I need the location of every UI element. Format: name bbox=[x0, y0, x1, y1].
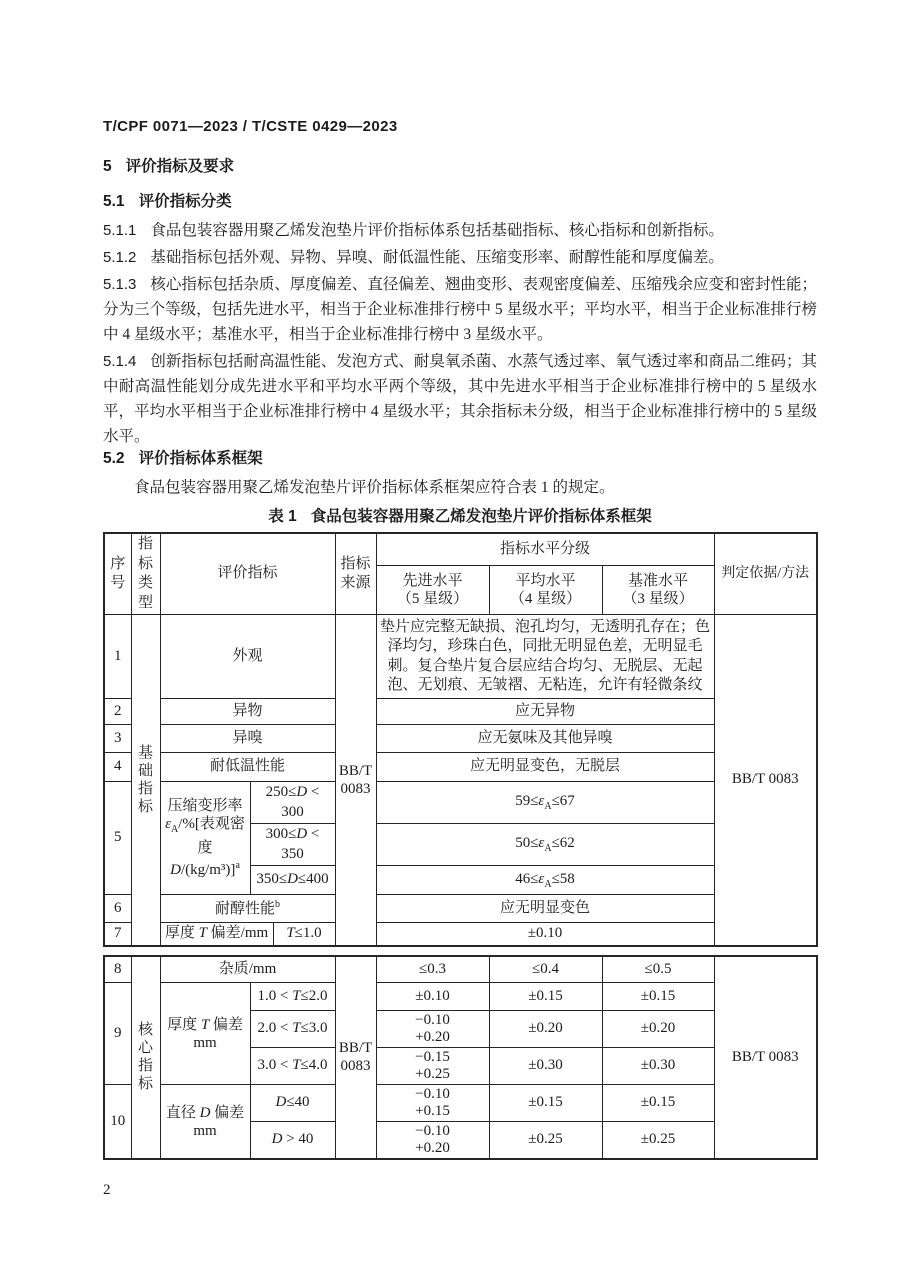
source-line: BB/T bbox=[338, 1040, 373, 1057]
clause-number: 5.1.2 bbox=[103, 249, 137, 266]
indicator-cell-diameter bbox=[160, 1085, 250, 1160]
value-average: ±0.30 bbox=[489, 1048, 602, 1085]
value-advanced: ±0.10 bbox=[376, 983, 489, 1011]
source-cell-basic bbox=[335, 615, 376, 946]
level-name: 平均水平 bbox=[515, 573, 576, 590]
seq-cell: 2 bbox=[104, 699, 131, 725]
indicator-cell: 异嗅 bbox=[160, 725, 335, 753]
epsilon-symbol: ε bbox=[538, 835, 545, 851]
variable: T bbox=[286, 925, 295, 941]
condition-cell bbox=[250, 1048, 335, 1085]
seq-cell: 5 bbox=[104, 782, 131, 895]
indicator-text: 厚度 bbox=[167, 1016, 201, 1033]
indicator-cell: 杂质/mm bbox=[160, 956, 335, 983]
condition-cell bbox=[250, 1085, 335, 1122]
page-number: 2 bbox=[103, 1182, 111, 1198]
type-line: 核心 bbox=[137, 1022, 153, 1057]
variable: D bbox=[296, 784, 308, 800]
indicator-cell: 异物 bbox=[160, 699, 335, 725]
condition-cell bbox=[250, 1011, 335, 1048]
subscript: A bbox=[544, 801, 552, 812]
table-1-title bbox=[103, 506, 817, 527]
seq-cell: 10 bbox=[104, 1085, 131, 1160]
footnote-mark: b bbox=[275, 898, 280, 910]
condition-text: 2.0 < bbox=[257, 1020, 293, 1037]
indicator-unit: mm bbox=[193, 1122, 217, 1139]
epsilon-symbol: ε bbox=[165, 816, 171, 832]
condition-text: ≤3.0 bbox=[300, 1020, 328, 1037]
section-title: 评价指标体系框架 bbox=[138, 450, 263, 467]
subscript: A bbox=[544, 843, 552, 854]
source-line: BB/T bbox=[338, 762, 373, 779]
condition-cell bbox=[250, 824, 335, 866]
requirement-cell: 应无氨味及其他异嗅 bbox=[376, 725, 714, 753]
value-line: +0.15 bbox=[415, 1103, 450, 1119]
clause-text: 基础指标包括外观、异物、异嗅、耐低温性能、压缩变形率、耐醇性能和厚度偏差。 bbox=[150, 249, 724, 266]
value-baseline: ≤0.5 bbox=[602, 956, 714, 983]
indicator-cell bbox=[160, 895, 335, 923]
value-advanced bbox=[376, 1011, 489, 1048]
clause-5-1-1 bbox=[103, 218, 817, 243]
indicator-text: 偏差/mm bbox=[206, 925, 269, 941]
seq-cell: 1 bbox=[104, 615, 131, 699]
value-advanced bbox=[376, 1085, 489, 1122]
header-source: 指标来源 bbox=[335, 533, 376, 615]
clause-text: 食品包装容器用聚乙烯发泡垫片评价指标体系包括基础指标、核心指标和创新指标。 bbox=[150, 222, 724, 239]
clause-text: 食品包装容器用聚乙烯发泡垫片评价指标体系框架应符合表 1 的规定。 bbox=[134, 479, 615, 496]
value-advanced bbox=[376, 1048, 489, 1085]
condition-cell bbox=[250, 983, 335, 1011]
seq-cell: 7 bbox=[104, 923, 131, 946]
level-name: 基准水平 bbox=[627, 573, 688, 590]
condition-text: ≤4.0 bbox=[300, 1057, 328, 1074]
condition-text: 250≤ bbox=[265, 784, 297, 800]
clause-number: 5.1.4 bbox=[103, 353, 137, 370]
value-average: ±0.20 bbox=[489, 1011, 602, 1048]
header-level-baseline bbox=[602, 566, 714, 615]
value-average: ±0.15 bbox=[489, 983, 602, 1011]
indicator-text: 直径 bbox=[165, 1104, 200, 1121]
condition-text: ≤400 bbox=[297, 871, 329, 888]
value-baseline: ±0.15 bbox=[602, 1085, 714, 1122]
value-text: 50≤ bbox=[515, 835, 539, 851]
seq-cell: 6 bbox=[104, 895, 131, 923]
type-cell-basic bbox=[131, 615, 160, 946]
value-line: +0.25 bbox=[415, 1066, 450, 1082]
clause-text: 创新指标包括耐高温性能、发泡方式、耐臭氧杀菌、水蒸气透过率、氧气透过率和商品二维码；其中耐高温性能划分成先进水平和平均水平两个等级，其中先进水平相当于企业标准排行榜中的 5 星级水平，平均水平相当于企业标准排行榜中 4 星级水平；其余指标未分级，相当于企业标准排行榜中的 5 星级水平。 bbox=[103, 353, 817, 445]
condition-text: ≤1.0 bbox=[294, 925, 322, 941]
header-level-advanced bbox=[376, 566, 489, 615]
table-label: 表 1 bbox=[268, 508, 297, 525]
indicator-cell-compression bbox=[160, 782, 250, 895]
header-levels: 指标水平分级 bbox=[376, 533, 714, 566]
indicator-text: /(kg/m³)] bbox=[180, 862, 236, 878]
variable: D bbox=[287, 871, 298, 888]
clause-5-1-2 bbox=[103, 245, 817, 270]
header-level-average bbox=[489, 566, 602, 615]
requirement-cell: 应无明显变色 bbox=[376, 895, 714, 923]
condition-text: < 300 bbox=[281, 784, 320, 820]
variable: D bbox=[271, 1131, 283, 1148]
header-type: 指标类型 bbox=[131, 533, 160, 615]
indicator-unit: mm bbox=[193, 1034, 217, 1051]
indicator-cell: 外观 bbox=[160, 615, 335, 699]
section-5-1-heading bbox=[103, 192, 817, 211]
value-advanced: ≤0.3 bbox=[376, 956, 489, 983]
condition-text: 3.0 < bbox=[257, 1057, 293, 1074]
standard-code-header: T/CPF 0071—2023 / T/CSTE 0429—2023 bbox=[103, 118, 398, 135]
section-title: 评价指标及要求 bbox=[125, 158, 235, 175]
type-line: 基础 bbox=[137, 744, 153, 779]
seq-cell: 9 bbox=[104, 983, 131, 1085]
condition-cell bbox=[250, 866, 335, 895]
value-text: ≤67 bbox=[551, 793, 575, 809]
clause-5-2-text bbox=[103, 475, 817, 500]
value-text: 59≤ bbox=[515, 793, 539, 809]
epsilon-symbol: ε bbox=[538, 870, 545, 887]
condition-text: ≤40 bbox=[286, 1094, 310, 1111]
variable: T bbox=[292, 1057, 301, 1074]
type-line: 指标 bbox=[137, 780, 153, 815]
requirement-cell: 垫片应完整无缺损、泡孔均匀，无透明孔存在；色泽均匀，珍珠白色，同批无明显色差，无明显毛刺。复合垫片复合层应结合均匀、无脱层、无起泡、无划痕、无皱褶、无粘连，允许有轻微条纹 bbox=[376, 615, 714, 699]
value-baseline: ±0.30 bbox=[602, 1048, 714, 1085]
value-average: ≤0.4 bbox=[489, 956, 602, 983]
indicator-cell-thickness bbox=[160, 983, 250, 1085]
epsilon-symbol: ε bbox=[538, 793, 545, 809]
value-baseline: ±0.20 bbox=[602, 1011, 714, 1048]
indicator-text: 耐醇性能 bbox=[214, 900, 275, 917]
value-average: ±0.25 bbox=[489, 1122, 602, 1160]
value-baseline: ±0.25 bbox=[602, 1122, 714, 1160]
table-title-text: 食品包装容器用聚乙烯发泡垫片评价指标体系框架 bbox=[310, 508, 652, 525]
condition-text: 1.0 < bbox=[257, 987, 293, 1004]
clause-text: 核心指标包括杂质、厚度偏差、直径偏差、翘曲变形、表观密度偏差、压缩残余应变和密封性能；分为三个等级，包括先进水平，相当于企业标准排行榜中 5 星级水平；平均水平，相当于企业标准排行榜中 4 星级水平；基准水平，相当于企业标准排行榜中 3 星级水平。 bbox=[103, 276, 817, 343]
requirement-cell: 应无明显变色，无脱层 bbox=[376, 753, 714, 782]
condition-text: < 350 bbox=[281, 826, 320, 862]
footnote-mark: a bbox=[235, 860, 240, 871]
value-advanced bbox=[376, 1122, 489, 1160]
value-line: −0.10 bbox=[415, 1123, 450, 1139]
variable: T bbox=[292, 1020, 301, 1037]
variable: T bbox=[292, 987, 301, 1004]
indicator-line bbox=[163, 857, 248, 879]
clause-number: 5.1.3 bbox=[103, 276, 137, 293]
variable: T bbox=[200, 1016, 210, 1033]
indicator-text: 偏差 bbox=[209, 1016, 243, 1033]
source-cell-core bbox=[335, 956, 376, 1160]
subscript: A bbox=[171, 824, 179, 835]
source-line: 0083 bbox=[340, 780, 371, 797]
condition-text: 350≤ bbox=[256, 871, 288, 888]
value-line: +0.20 bbox=[415, 1140, 450, 1156]
type-line: 指标 bbox=[137, 1058, 153, 1093]
value-text: ≤58 bbox=[551, 870, 575, 887]
page-content bbox=[103, 0, 817, 1199]
variable: D bbox=[275, 1094, 287, 1111]
header-indicator: 评价指标 bbox=[160, 533, 335, 615]
clause-5-1-3 bbox=[103, 272, 817, 347]
indicator-line bbox=[163, 1104, 248, 1122]
section-number: 5.1 bbox=[103, 193, 125, 210]
indicator-text: /%[表观密度 bbox=[178, 816, 245, 856]
requirement-cell bbox=[376, 782, 714, 824]
value-line: +0.20 bbox=[415, 1029, 450, 1045]
variable: D bbox=[296, 826, 308, 842]
value-text: ≤62 bbox=[551, 835, 575, 851]
value-line: −0.15 bbox=[415, 1049, 450, 1065]
indicator-text: 偏差 bbox=[210, 1104, 245, 1121]
judgment-cell-basic: BB/T 0083 bbox=[714, 615, 817, 946]
indicator-cell bbox=[160, 923, 273, 946]
condition-text: 300≤ bbox=[265, 826, 297, 842]
condition-cell bbox=[273, 923, 335, 946]
indicator-line bbox=[163, 1016, 248, 1034]
requirement-cell: 应无异物 bbox=[376, 699, 714, 725]
density-variable: D bbox=[170, 862, 181, 878]
judgment-cell-core: BB/T 0083 bbox=[714, 956, 817, 1160]
indicator-line: 压缩变形率 bbox=[167, 798, 243, 814]
seq-cell: 3 bbox=[104, 725, 131, 753]
section-5-heading bbox=[103, 157, 817, 176]
value-line: −0.10 bbox=[415, 1012, 450, 1028]
condition-cell bbox=[250, 782, 335, 824]
value-baseline: ±0.15 bbox=[602, 983, 714, 1011]
condition-cell bbox=[250, 1122, 335, 1160]
type-cell-core bbox=[131, 956, 160, 1160]
condition-text: ≤2.0 bbox=[300, 987, 328, 1004]
requirement-cell: ±0.10 bbox=[376, 923, 714, 946]
header-seq: 序号 bbox=[104, 533, 131, 615]
header-judgment: 判定依据/方法 bbox=[714, 533, 817, 615]
section-5-2-heading bbox=[103, 449, 817, 468]
level-name: 先进水平 bbox=[402, 573, 463, 590]
requirement-cell bbox=[376, 824, 714, 866]
indicator-table-part-1 bbox=[103, 532, 818, 947]
seq-cell: 4 bbox=[104, 753, 131, 782]
variable: D bbox=[199, 1104, 211, 1121]
level-stars: （4 星级） bbox=[509, 591, 582, 608]
section-number: 5 bbox=[103, 158, 112, 175]
value-line: −0.10 bbox=[415, 1086, 450, 1102]
section-title: 评价指标分类 bbox=[138, 193, 232, 210]
subscript: A bbox=[544, 878, 552, 890]
source-line: 0083 bbox=[340, 1058, 371, 1075]
section-number: 5.2 bbox=[103, 450, 125, 467]
level-stars: （5 星级） bbox=[396, 591, 469, 608]
indicator-line bbox=[163, 815, 248, 857]
value-average: ±0.15 bbox=[489, 1085, 602, 1122]
clause-5-1-4 bbox=[103, 349, 817, 449]
indicator-cell: 耐低温性能 bbox=[160, 753, 335, 782]
variable: T bbox=[198, 925, 207, 941]
requirement-cell bbox=[376, 866, 714, 895]
condition-text: > 40 bbox=[282, 1131, 314, 1148]
value-text: 46≤ bbox=[515, 870, 539, 887]
clause-number: 5.1.1 bbox=[103, 222, 137, 239]
seq-cell: 8 bbox=[104, 956, 131, 983]
indicator-table-part-2 bbox=[103, 955, 818, 1161]
indicator-text: 厚度 bbox=[164, 925, 199, 941]
level-stars: （3 星级） bbox=[622, 591, 694, 608]
